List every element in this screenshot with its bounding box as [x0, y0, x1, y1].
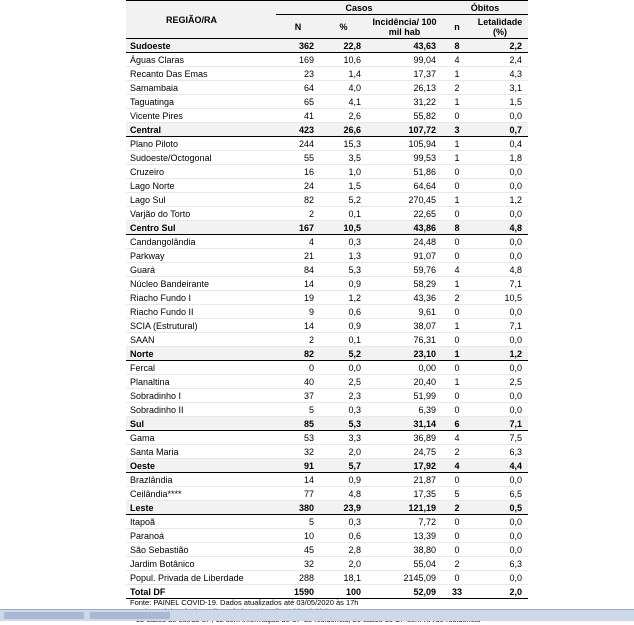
row-name: Varjão do Torto [126, 207, 276, 221]
row-cases: 64 [276, 81, 320, 95]
row-name: Núcleo Bandeirante [126, 277, 276, 291]
row-percent: 1,0 [320, 165, 367, 179]
row-name: Cruzeiro [126, 165, 276, 179]
row-incidence: 17,92 [367, 459, 442, 473]
row-lethality: 0,0 [472, 571, 528, 585]
table-row [126, 207, 528, 221]
table-row [126, 165, 528, 179]
row-lethality: 1,2 [472, 347, 528, 361]
header-incidencia: Incidência/ 100 mil hab [367, 15, 442, 39]
row-name: Recanto Das Emas [126, 67, 276, 81]
row-lethality: 0,0 [472, 515, 528, 529]
row-percent: 5,3 [320, 263, 367, 277]
row-percent: 0,9 [320, 277, 367, 291]
row-lethality: 2,5 [472, 375, 528, 389]
row-deaths: 0 [442, 515, 472, 529]
row-deaths: 8 [442, 39, 472, 53]
region-group-row [126, 123, 528, 137]
row-percent: 5,2 [320, 347, 367, 361]
row-percent: 1,4 [320, 67, 367, 81]
row-cases: 84 [276, 263, 320, 277]
row-incidence: 24,75 [367, 445, 442, 459]
table-row [126, 473, 528, 487]
row-lethality: 4,8 [472, 263, 528, 277]
row-cases: 167 [276, 221, 320, 235]
row-lethality: 7,5 [472, 431, 528, 445]
row-incidence: 99,04 [367, 53, 442, 67]
row-name: Parkway [126, 249, 276, 263]
row-percent: 0,9 [320, 319, 367, 333]
table-row [126, 67, 528, 81]
row-deaths: 0 [442, 333, 472, 347]
row-cases: 14 [276, 319, 320, 333]
row-incidence: 43,86 [367, 221, 442, 235]
row-name: Riacho Fundo I [126, 291, 276, 305]
row-deaths: 0 [442, 361, 472, 375]
row-lethality: 1,2 [472, 193, 528, 207]
row-lethality: 1,8 [472, 151, 528, 165]
row-percent: 26,6 [320, 123, 367, 137]
row-incidence: 91,07 [367, 249, 442, 263]
row-percent: 0,3 [320, 235, 367, 249]
row-percent: 0,1 [320, 207, 367, 221]
row-lethality: 0,0 [472, 165, 528, 179]
row-percent: 23,9 [320, 501, 367, 515]
row-cases: 91 [276, 459, 320, 473]
row-name: Águas Claras [126, 53, 276, 67]
row-percent: 2,0 [320, 445, 367, 459]
row-cases: 85 [276, 417, 320, 431]
table-row [126, 389, 528, 403]
row-cases: 14 [276, 473, 320, 487]
row-name: SCIA (Estrutural) [126, 319, 276, 333]
row-cases: 53 [276, 431, 320, 445]
row-lethality: 7,1 [472, 319, 528, 333]
row-lethality: 0,0 [472, 249, 528, 263]
row-name: Leste [126, 501, 276, 515]
row-cases: 16 [276, 165, 320, 179]
header-casos: Casos [276, 1, 442, 15]
row-incidence: 121,19 [367, 501, 442, 515]
row-percent: 1,5 [320, 179, 367, 193]
row-incidence: 76,31 [367, 333, 442, 347]
row-deaths: 5 [442, 487, 472, 501]
row-deaths: 4 [442, 263, 472, 277]
row-lethality: 1,5 [472, 95, 528, 109]
row-incidence: 58,29 [367, 277, 442, 291]
row-name: Candangolândia [126, 235, 276, 249]
header-n-casos: N [276, 15, 320, 39]
row-percent: 0,1 [320, 333, 367, 347]
row-percent: 1,2 [320, 291, 367, 305]
row-cases: 362 [276, 39, 320, 53]
row-deaths: 2 [442, 81, 472, 95]
row-incidence: 107,72 [367, 123, 442, 137]
row-lethality: 10,5 [472, 291, 528, 305]
row-name: Jardim Botânico [126, 557, 276, 571]
table-row [126, 557, 528, 571]
row-deaths: 2 [442, 501, 472, 515]
row-percent: 0,3 [320, 515, 367, 529]
row-lethality: 0,0 [472, 543, 528, 557]
row-cases: 32 [276, 557, 320, 571]
row-name: Santa Maria [126, 445, 276, 459]
taskbar-item[interactable] [4, 612, 84, 619]
row-name: Sudoeste/Octogonal [126, 151, 276, 165]
table-row [126, 487, 528, 501]
row-lethality: 0,0 [472, 473, 528, 487]
row-cases: 380 [276, 501, 320, 515]
row-deaths: 1 [442, 193, 472, 207]
row-deaths: 1 [442, 347, 472, 361]
row-cases: 77 [276, 487, 320, 501]
row-incidence: 59,76 [367, 263, 442, 277]
region-group-row [126, 417, 528, 431]
row-incidence: 99,53 [367, 151, 442, 165]
row-name: São Sebastião [126, 543, 276, 557]
row-deaths: 0 [442, 179, 472, 193]
taskbar-item[interactable] [90, 612, 170, 619]
row-deaths: 0 [442, 305, 472, 319]
row-cases: 45 [276, 543, 320, 557]
row-percent: 2,8 [320, 543, 367, 557]
row-percent: 2,0 [320, 557, 367, 571]
row-percent: 5,3 [320, 417, 367, 431]
row-lethality: 0,5 [472, 501, 528, 515]
row-cases: 5 [276, 515, 320, 529]
row-cases: 21 [276, 249, 320, 263]
row-name: Centro Sul [126, 221, 276, 235]
row-percent: 0,6 [320, 529, 367, 543]
row-deaths: 0 [442, 207, 472, 221]
row-deaths: 1 [442, 319, 472, 333]
row-deaths: 0 [442, 403, 472, 417]
row-deaths: 1 [442, 67, 472, 81]
row-lethality: 7,1 [472, 277, 528, 291]
row-percent: 2,3 [320, 389, 367, 403]
row-cases: 244 [276, 137, 320, 151]
row-cases: 24 [276, 179, 320, 193]
row-lethality: 0,0 [472, 179, 528, 193]
row-lethality: 7,1 [472, 417, 528, 431]
row-deaths: 4 [442, 53, 472, 67]
row-deaths: 8 [442, 221, 472, 235]
row-name: Ceilândia**** [126, 487, 276, 501]
table-row [126, 109, 528, 123]
row-deaths: 0 [442, 109, 472, 123]
row-name: Popul. Privada de Liberdade [126, 571, 276, 585]
row-lethality: 6,3 [472, 445, 528, 459]
row-name: Sobradinho II [126, 403, 276, 417]
row-percent: 4,1 [320, 95, 367, 109]
row-cases: 19 [276, 291, 320, 305]
row-lethality: 3,1 [472, 81, 528, 95]
row-name: Planaltina [126, 375, 276, 389]
table-row [126, 361, 528, 375]
row-deaths: 4 [442, 431, 472, 445]
row-deaths: 1 [442, 137, 472, 151]
row-percent: 5,2 [320, 193, 367, 207]
row-lethality: 2,4 [472, 53, 528, 67]
row-lethality: 4,4 [472, 459, 528, 473]
table-row [126, 81, 528, 95]
row-lethality: 0,7 [472, 123, 528, 137]
row-incidence: 51,86 [367, 165, 442, 179]
row-name: Vicente Pires [126, 109, 276, 123]
row-name: Itapoã [126, 515, 276, 529]
header-n-obitos: n [442, 15, 472, 39]
table-row [126, 151, 528, 165]
row-cases: 423 [276, 123, 320, 137]
row-name: Total DF [126, 585, 276, 599]
row-incidence: 51,99 [367, 389, 442, 403]
table-row [126, 515, 528, 529]
row-deaths: 0 [442, 543, 472, 557]
row-lethality: 6,3 [472, 557, 528, 571]
row-incidence: 13,39 [367, 529, 442, 543]
row-name: Lago Sul [126, 193, 276, 207]
row-cases: 10 [276, 529, 320, 543]
row-cases: 41 [276, 109, 320, 123]
row-incidence: 21,87 [367, 473, 442, 487]
region-group-row [126, 347, 528, 361]
row-name: Plano Piloto [126, 137, 276, 151]
row-percent: 0,3 [320, 403, 367, 417]
row-incidence: 22,65 [367, 207, 442, 221]
header-obitos: Óbitos [442, 1, 528, 15]
table-row [126, 445, 528, 459]
row-incidence: 38,07 [367, 319, 442, 333]
table-row [126, 529, 528, 543]
row-lethality: 0,0 [472, 403, 528, 417]
row-deaths: 0 [442, 165, 472, 179]
table-row [126, 333, 528, 347]
table-row [126, 235, 528, 249]
row-lethality: 2,2 [472, 39, 528, 53]
row-lethality: 0,4 [472, 137, 528, 151]
row-percent: 100 [320, 585, 367, 599]
row-percent: 15,3 [320, 137, 367, 151]
row-incidence: 23,10 [367, 347, 442, 361]
row-lethality: 4,3 [472, 67, 528, 81]
row-deaths: 0 [442, 473, 472, 487]
row-name: Sul [126, 417, 276, 431]
row-deaths: 1 [442, 375, 472, 389]
row-cases: 2 [276, 333, 320, 347]
row-name: Taguatinga [126, 95, 276, 109]
footnote-source: Fonte: PAINEL COVID-19. Dados atualizados até 03/05/2020 às 17h [130, 598, 359, 607]
header-region: REGIÃO/RA [126, 1, 276, 39]
row-cases: 4 [276, 235, 320, 249]
row-cases: 32 [276, 445, 320, 459]
row-deaths: 0 [442, 571, 472, 585]
row-cases: 5 [276, 403, 320, 417]
total-row [126, 585, 528, 599]
row-cases: 82 [276, 193, 320, 207]
row-percent: 4,8 [320, 487, 367, 501]
row-incidence: 105,94 [367, 137, 442, 151]
row-lethality: 0,0 [472, 529, 528, 543]
table-row [126, 137, 528, 151]
row-deaths: 0 [442, 235, 472, 249]
covid-cases-table [126, 0, 528, 599]
table-row [126, 53, 528, 67]
row-incidence: 0,00 [367, 361, 442, 375]
row-cases: 2 [276, 207, 320, 221]
table-row [126, 571, 528, 585]
row-incidence: 55,82 [367, 109, 442, 123]
row-name: Samambaia [126, 81, 276, 95]
header-letalidade: Letalidade (%) [472, 15, 528, 39]
row-name: Riacho Fundo II [126, 305, 276, 319]
table-row [126, 277, 528, 291]
row-deaths: 2 [442, 557, 472, 571]
row-incidence: 9,61 [367, 305, 442, 319]
table-row [126, 543, 528, 557]
row-deaths: 0 [442, 389, 472, 403]
row-incidence: 20,40 [367, 375, 442, 389]
row-deaths: 2 [442, 445, 472, 459]
table-body [126, 39, 528, 599]
row-incidence: 270,45 [367, 193, 442, 207]
row-deaths: 33 [442, 585, 472, 599]
row-percent: 3,5 [320, 151, 367, 165]
row-name: Fercal [126, 361, 276, 375]
row-name: Brazlândia [126, 473, 276, 487]
row-cases: 55 [276, 151, 320, 165]
region-group-row [126, 221, 528, 235]
row-name: Central [126, 123, 276, 137]
document-page [126, 0, 528, 625]
row-percent: 18,1 [320, 571, 367, 585]
region-group-row [126, 459, 528, 473]
row-percent: 10,6 [320, 53, 367, 67]
row-lethality: 0,0 [472, 361, 528, 375]
row-lethality: 0,0 [472, 109, 528, 123]
row-percent: 22,8 [320, 39, 367, 53]
row-name: Oeste [126, 459, 276, 473]
row-cases: 0 [276, 361, 320, 375]
row-incidence: 31,22 [367, 95, 442, 109]
table-row [126, 305, 528, 319]
row-cases: 37 [276, 389, 320, 403]
row-cases: 169 [276, 53, 320, 67]
row-incidence: 24,48 [367, 235, 442, 249]
row-lethality: 0,0 [472, 305, 528, 319]
table-row [126, 319, 528, 333]
row-incidence: 64,64 [367, 179, 442, 193]
row-percent: 3,3 [320, 431, 367, 445]
row-name: Lago Norte [126, 179, 276, 193]
row-incidence: 43,36 [367, 291, 442, 305]
table-row [126, 403, 528, 417]
row-deaths: 2 [442, 291, 472, 305]
row-percent: 2,6 [320, 109, 367, 123]
row-deaths: 1 [442, 277, 472, 291]
row-percent: 0,9 [320, 473, 367, 487]
row-lethality: 0,0 [472, 333, 528, 347]
table-row [126, 291, 528, 305]
table-row [126, 431, 528, 445]
row-name: Sudoeste [126, 39, 276, 53]
row-name: SAAN [126, 333, 276, 347]
row-deaths: 4 [442, 459, 472, 473]
row-lethality: 4,8 [472, 221, 528, 235]
row-deaths: 0 [442, 249, 472, 263]
row-percent: 5,7 [320, 459, 367, 473]
row-percent: 1,3 [320, 249, 367, 263]
row-lethality: 0,0 [472, 235, 528, 249]
row-cases: 1590 [276, 585, 320, 599]
row-incidence: 2145,09 [367, 571, 442, 585]
row-cases: 65 [276, 95, 320, 109]
region-group-row [126, 501, 528, 515]
taskbar [0, 609, 634, 621]
table-row [126, 179, 528, 193]
row-name: Gama [126, 431, 276, 445]
row-incidence: 6,39 [367, 403, 442, 417]
row-deaths: 6 [442, 417, 472, 431]
row-incidence: 31,14 [367, 417, 442, 431]
row-incidence: 17,35 [367, 487, 442, 501]
row-incidence: 52,09 [367, 585, 442, 599]
row-deaths: 0 [442, 529, 472, 543]
row-percent: 0,0 [320, 361, 367, 375]
table-row [126, 95, 528, 109]
row-incidence: 36,89 [367, 431, 442, 445]
row-cases: 82 [276, 347, 320, 361]
row-incidence: 26,13 [367, 81, 442, 95]
table-row [126, 193, 528, 207]
row-deaths: 3 [442, 123, 472, 137]
row-incidence: 55,04 [367, 557, 442, 571]
row-percent: 10,5 [320, 221, 367, 235]
row-cases: 40 [276, 375, 320, 389]
row-lethality: 0,0 [472, 207, 528, 221]
row-percent: 0,6 [320, 305, 367, 319]
header-percent: % [320, 15, 367, 39]
table-row [126, 375, 528, 389]
row-deaths: 1 [442, 95, 472, 109]
row-cases: 288 [276, 571, 320, 585]
row-name: Guará [126, 263, 276, 277]
row-cases: 14 [276, 277, 320, 291]
row-cases: 9 [276, 305, 320, 319]
table-row [126, 249, 528, 263]
row-incidence: 43,63 [367, 39, 442, 53]
row-percent: 4,0 [320, 81, 367, 95]
row-lethality: 2,0 [472, 585, 528, 599]
row-percent: 2,5 [320, 375, 367, 389]
row-lethality: 0,0 [472, 389, 528, 403]
row-incidence: 7,72 [367, 515, 442, 529]
row-deaths: 1 [442, 151, 472, 165]
region-group-row [126, 39, 528, 53]
row-cases: 23 [276, 67, 320, 81]
table-row [126, 263, 528, 277]
row-name: Sobradinho I [126, 389, 276, 403]
row-incidence: 38,80 [367, 543, 442, 557]
row-name: Paranoá [126, 529, 276, 543]
row-lethality: 6,5 [472, 487, 528, 501]
row-name: Norte [126, 347, 276, 361]
row-incidence: 17,37 [367, 67, 442, 81]
